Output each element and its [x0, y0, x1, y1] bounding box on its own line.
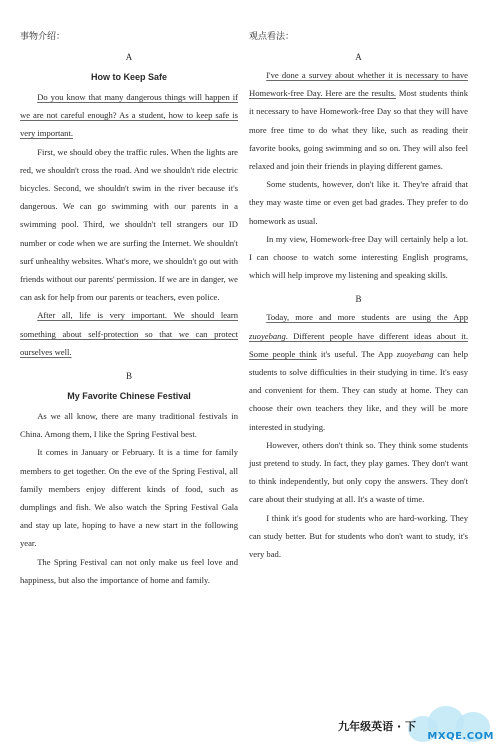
left-a-body: First, we should obey the traffic rules. When the lights are red, we shouldn't cross the road. And we shouldn't ride electric bicycles. Second, we shouldn't swim in the river because it's dangerous. We can go swimming with our parents in a swimming pool. Third, we shouldn't tell strangers our ID number or code when we are surfing the Internet. We shouldn't surf unhealthy websites. What's more, we shouldn't go out with friends without our parents' permission. If we are in danger, we can ask for help from our parents or teachers, even police. [20, 146, 238, 303]
left-b-p1: As we all know, there are many traditional festivals in China. Among them, I like the Spring Festival best. [20, 411, 238, 440]
left-column [20, 0, 238, 589]
page-footer-label: 九年级英语 · 下 [338, 720, 416, 733]
right-a-p2: Some students, however, don't like it. They're afraid that they may waste time or even get bad grades. They prefer to do homework as usual. [249, 179, 468, 226]
left-b-p3: The Spring Festival can not only make us feel love and happiness, but also the importance of home and family. [20, 556, 238, 585]
right-a-p1: I've done a survey about whether it is necessary to have Homework-free Day. Here are the results. Most students think it necessary to have Homework-free Day so that they will have more free time to do what they like, such as reading their favorite books, going swimming and so on. They will also feel relaxed and join their friends in playing different games. [249, 70, 468, 172]
right-a-p3: In my view, Homework-free Day will certainly help a lot. I can choose to watch some interesting English programs, which will help improve my listening and speaking skills. [249, 233, 468, 281]
left-section-b-letter: B [125, 371, 132, 382]
left-section-b-title: My Favorite Chinese Festival [67, 391, 191, 402]
right-b-p3: I think it's good for students who are hard-working. They can study better. But for students who don't want to study, it's very bad. [249, 512, 468, 560]
right-b-p1: Today, more and more students are using the App zuoyebang. Different people have different ideas about it. Some people think it's useful. The App zuoyebang can help students to solve difficulties in their studying in time. It's easy and convenient for them. They can study at home. They can choose their own teachers they like, and they will be more interested in studying. [249, 312, 468, 432]
right-section-a-letter: A [355, 52, 362, 62]
left-section-a-letter: A [125, 52, 133, 62]
watermark-text: MXQE.COM [427, 731, 494, 742]
right-b-p2: However, others don't think so. They think some students just pretend to study. In fact, they play games. They don't want to think independently, but only copy the answers. They don't care about their studying at all. It's a waste of time. [249, 439, 468, 505]
right-column [249, 0, 468, 563]
left-section-heading: 事物介绍： [20, 32, 66, 42]
left-section-a-title: How to Keep Safe [90, 72, 167, 82]
left-b-p2: It comes in January or February. It is a time for family members to get together. On the eve of the Spring Festival, all family members enjoy different kinds of food, such as dumplings and fish. We also watch the Spring Festival Gala and stay up late, hoping to have a new start in the following year. [20, 447, 238, 549]
right-section-b-letter: B [355, 294, 362, 305]
right-section-heading: 观点看法： [249, 32, 295, 42]
left-a-conclusion: After all, life is very important. We should learn something about self-protection so that we can protect ourselves well. [20, 310, 238, 357]
left-a-intro: Do you know that many dangerous things will happen if we are not careful enough? As a student, how to keep safe is very important. [20, 92, 238, 139]
